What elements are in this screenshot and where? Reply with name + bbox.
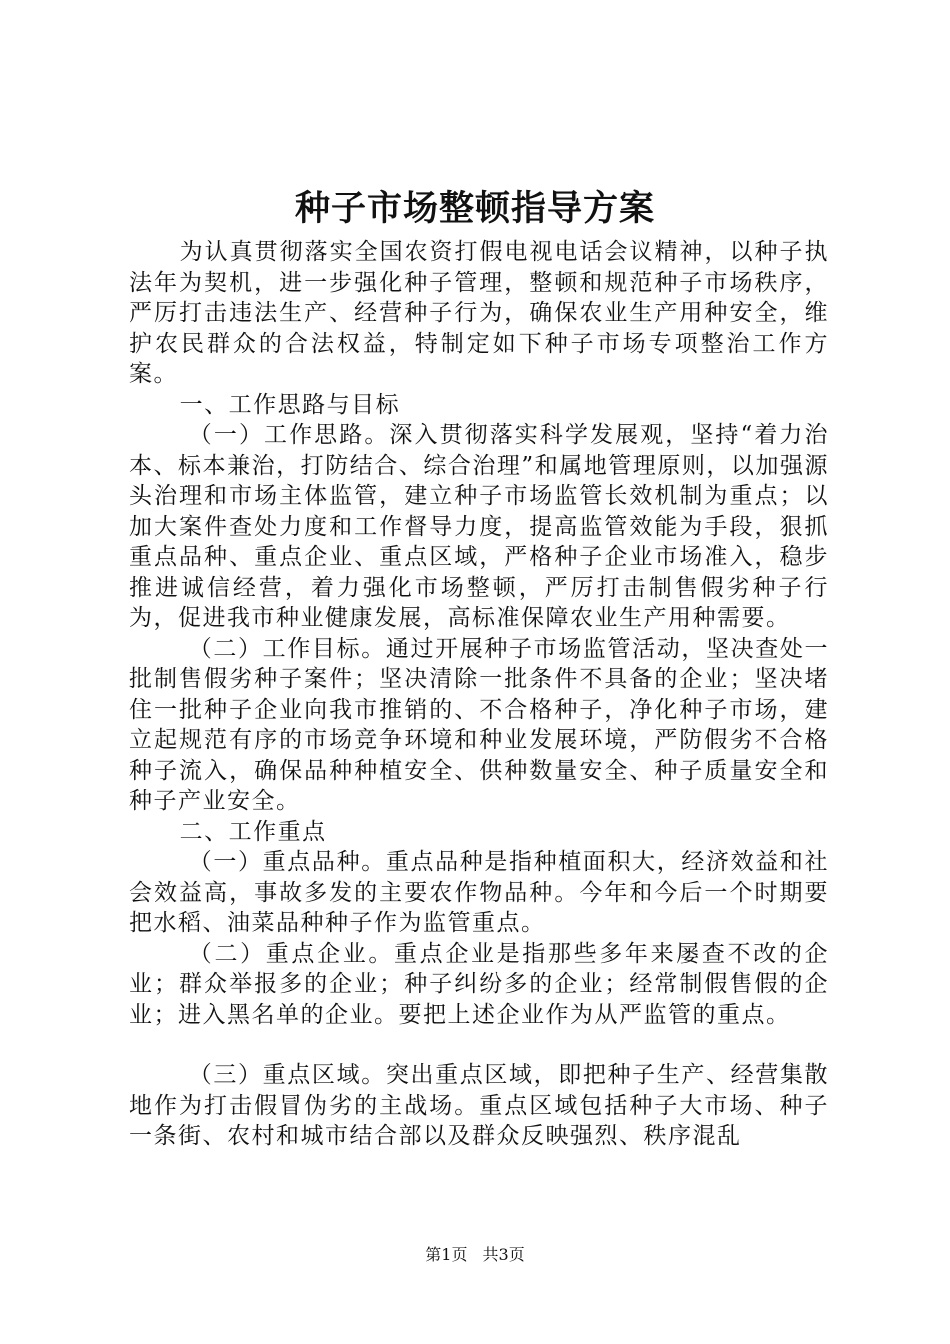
document-title: 种子市场整顿指导方案 xyxy=(294,188,655,229)
key-enterprises-paragraph: （二）重点企业。重点企业是指那些多年来屡查不改的企业；群众举报多的企业；种子纠纷多的企业；经常制假售假的企业；进入黑名单的企业。要把上述企业作为从严监管的重点。 xyxy=(129,940,829,1028)
document-body xyxy=(129,237,829,1152)
page-footer xyxy=(0,1244,950,1266)
work-goal-paragraph: （二）工作目标。通过开展种子市场监管活动，坚决查处一批制售假劣种子案件；坚决清除一批条件不具备的企业；坚决堵住一批种子企业向我市推销的、不合格种子，净化种子市场，建立起规范有序的市场竞争环境和种业发展环境，严防假劣不合格种子流入，确保品种种植安全、供种数量安全、种子质量安全和种子产业安全。 xyxy=(129,635,829,814)
intro-paragraph: 为认真贯彻落实全国农资打假电视电话会议精神，以种子执法年为契机，进一步强化种子管理，整顿和规范种子市场秩序，严厉打击违法生产、经营种子行为，确保农业生产用种安全，维护农民群众的合法权益，特制定如下种子市场专项整治工作方案。 xyxy=(129,239,829,387)
page-total: 共3页 xyxy=(482,1245,525,1264)
page-number: 第1页 xyxy=(425,1245,468,1264)
key-varieties-paragraph: （一）重点品种。重点品种是指种植面积大，经济效益和社会效益高，事故多发的主要农作物品种。今年和今后一个时期要把水稻、油菜品种种子作为监管重点。 xyxy=(129,849,829,936)
work-idea-paragraph: （一）工作思路。深入贯彻落实科学发展观，坚持“着力治本、标本兼治，打防结合、综合治理”和属地管理原则，以加强源头治理和市场主体监管，建立种子市场监管长效机制为重点；以加大案件查处力度和工作督导力度，提高监管效能为手段，狠抓重点品种、重点企业、重点区域，严格种子企业市场准入，稳步推进诚信经营，着力强化市场整顿，严厉打击制售假劣种子行为，促进我市种业健康发展，高标准保障农业生产用种需要。 xyxy=(129,422,829,631)
key-regions-paragraph: （三）重点区域。突出重点区域，即把种子生产、经营集散地作为打击假冒伪劣的主战场。重点区域包括种子大市场、种子一条街、农村和城市结合部以及群众反映强烈、秩序混乱 xyxy=(129,1062,829,1149)
section-heading-2: 二、工作重点 xyxy=(179,818,327,845)
section-heading-1: 一、工作思路与目标 xyxy=(179,391,401,418)
